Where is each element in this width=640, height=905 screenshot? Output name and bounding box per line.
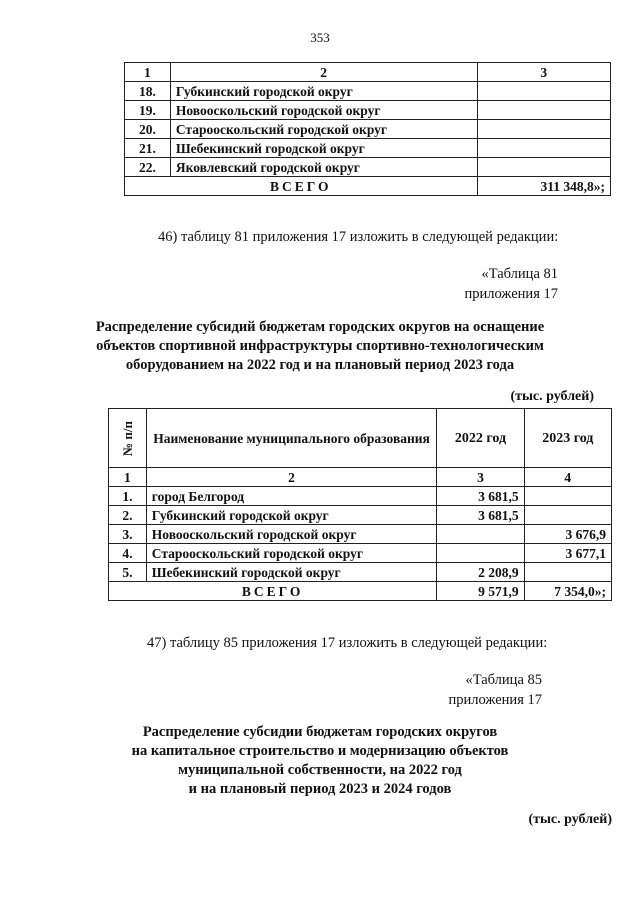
title-line: Распределение субсидий бюджетам городских округов на оснащение (95, 319, 545, 335)
amount-2023: 3 677,1 (524, 544, 611, 563)
title-line: на капитальное строительство и модернизацию объектов (131, 743, 509, 759)
total-value: 311 348,8»; (477, 177, 610, 196)
table-81 (108, 408, 612, 601)
total-2023: 7 354,0»; (524, 582, 611, 601)
units-label: (тыс. рублей) (510, 389, 594, 404)
table-85-caption (449, 670, 542, 710)
col-index-1: 1 (109, 468, 147, 487)
table-caption-line: «Таблица 81 (481, 266, 558, 282)
municipality-name: Губкинский городской округ (170, 82, 477, 101)
table-index-row (125, 63, 611, 82)
col-index-3: 3 (437, 468, 524, 487)
amount-2022: 2 208,9 (437, 563, 524, 582)
amount-2022 (437, 544, 524, 563)
row-number: 3. (109, 525, 147, 544)
appendix-caption-line: приложения 17 (464, 286, 558, 302)
municipality-name: Новооскольский городской округ (146, 525, 436, 544)
col-index-2: 2 (146, 468, 436, 487)
total-2022: 9 571,9 (437, 582, 524, 601)
amount-2023 (524, 563, 611, 582)
page-number: 353 (310, 30, 330, 45)
title-line: Распределение субсидии бюджетам городских округов (142, 724, 498, 740)
title-line: муниципальной собственности, на 2022 год (178, 762, 462, 778)
municipality-name: Новооскольский городской округ (170, 101, 477, 120)
municipality-name: Шебекинский городской округ (170, 139, 477, 158)
amount-2022: 3 681,5 (437, 487, 524, 506)
row-number: 18. (125, 82, 171, 101)
total-label: ВСЕГО (125, 177, 478, 196)
table-81-caption (465, 264, 558, 304)
header-2023: 2023 год (524, 409, 611, 468)
table-row (109, 563, 612, 582)
municipality-name: Губкинский городской округ (146, 506, 436, 525)
table-header-row (109, 409, 612, 468)
amount-2023 (524, 506, 611, 525)
amount-2023 (524, 487, 611, 506)
table-85-title (0, 723, 640, 799)
row-number: 22. (125, 158, 171, 177)
amount-2022: 3 681,5 (437, 506, 524, 525)
amendment-paragraph-47: 47) таблицу 85 приложения 17 изложить в следующей редакции: (147, 635, 548, 651)
table-row (109, 506, 612, 525)
municipality-name: город Белгород (146, 487, 436, 506)
appendix-caption-line: приложения 17 (448, 692, 542, 708)
row-number: 1. (109, 487, 147, 506)
total-row (125, 177, 611, 196)
title-line: и на плановый период 2023 и 2024 годов (188, 781, 452, 797)
amount-cell (477, 101, 610, 120)
table-row (125, 120, 611, 139)
col-index-2: 2 (170, 63, 477, 82)
col-index-1: 1 (125, 63, 171, 82)
amendment-paragraph-46: 46) таблицу 81 приложения 17 изложить в следующей редакции: (158, 229, 559, 245)
row-number: 21. (125, 139, 171, 158)
amount-2023: 3 676,9 (524, 525, 611, 544)
amount-2022 (437, 525, 524, 544)
table-row (125, 82, 611, 101)
header-municipality: Наименование муниципального образования (146, 409, 436, 468)
units-label: (тыс. рублей) (528, 812, 612, 827)
amount-cell (477, 139, 610, 158)
row-number: 2. (109, 506, 147, 525)
municipality-name: Старооскольский городской округ (170, 120, 477, 139)
title-line: оборудованием на 2022 год и на плановый период 2023 года (125, 357, 515, 373)
amount-cell (477, 158, 610, 177)
amount-cell (477, 82, 610, 101)
municipality-name: Старооскольский городской округ (146, 544, 436, 563)
table-row (109, 525, 612, 544)
table-row (109, 544, 612, 563)
table-row (125, 101, 611, 120)
row-number: 4. (109, 544, 147, 563)
table-caption-line: «Таблица 85 (465, 672, 542, 688)
col-index-3: 3 (477, 63, 610, 82)
col-index-4: 4 (524, 468, 611, 487)
row-number: 5. (109, 563, 147, 582)
total-label: ВСЕГО (109, 582, 437, 601)
amount-cell (477, 120, 610, 139)
table-row (125, 158, 611, 177)
table-index-row (109, 468, 612, 487)
total-row (109, 582, 612, 601)
title-line: объектов спортивной инфраструктуры спортивно-технологическим (96, 338, 544, 354)
municipality-name: Яковлевский городской округ (170, 158, 477, 177)
table-row (125, 139, 611, 158)
table-81-continuation (124, 62, 611, 196)
header-row-number: № п/п (109, 409, 147, 468)
table-row (109, 487, 612, 506)
row-number: 19. (125, 101, 171, 120)
header-2022: 2022 год (437, 409, 524, 468)
municipality-name: Шебекинский городской округ (146, 563, 436, 582)
table-81-title (0, 318, 640, 375)
row-number: 20. (125, 120, 171, 139)
